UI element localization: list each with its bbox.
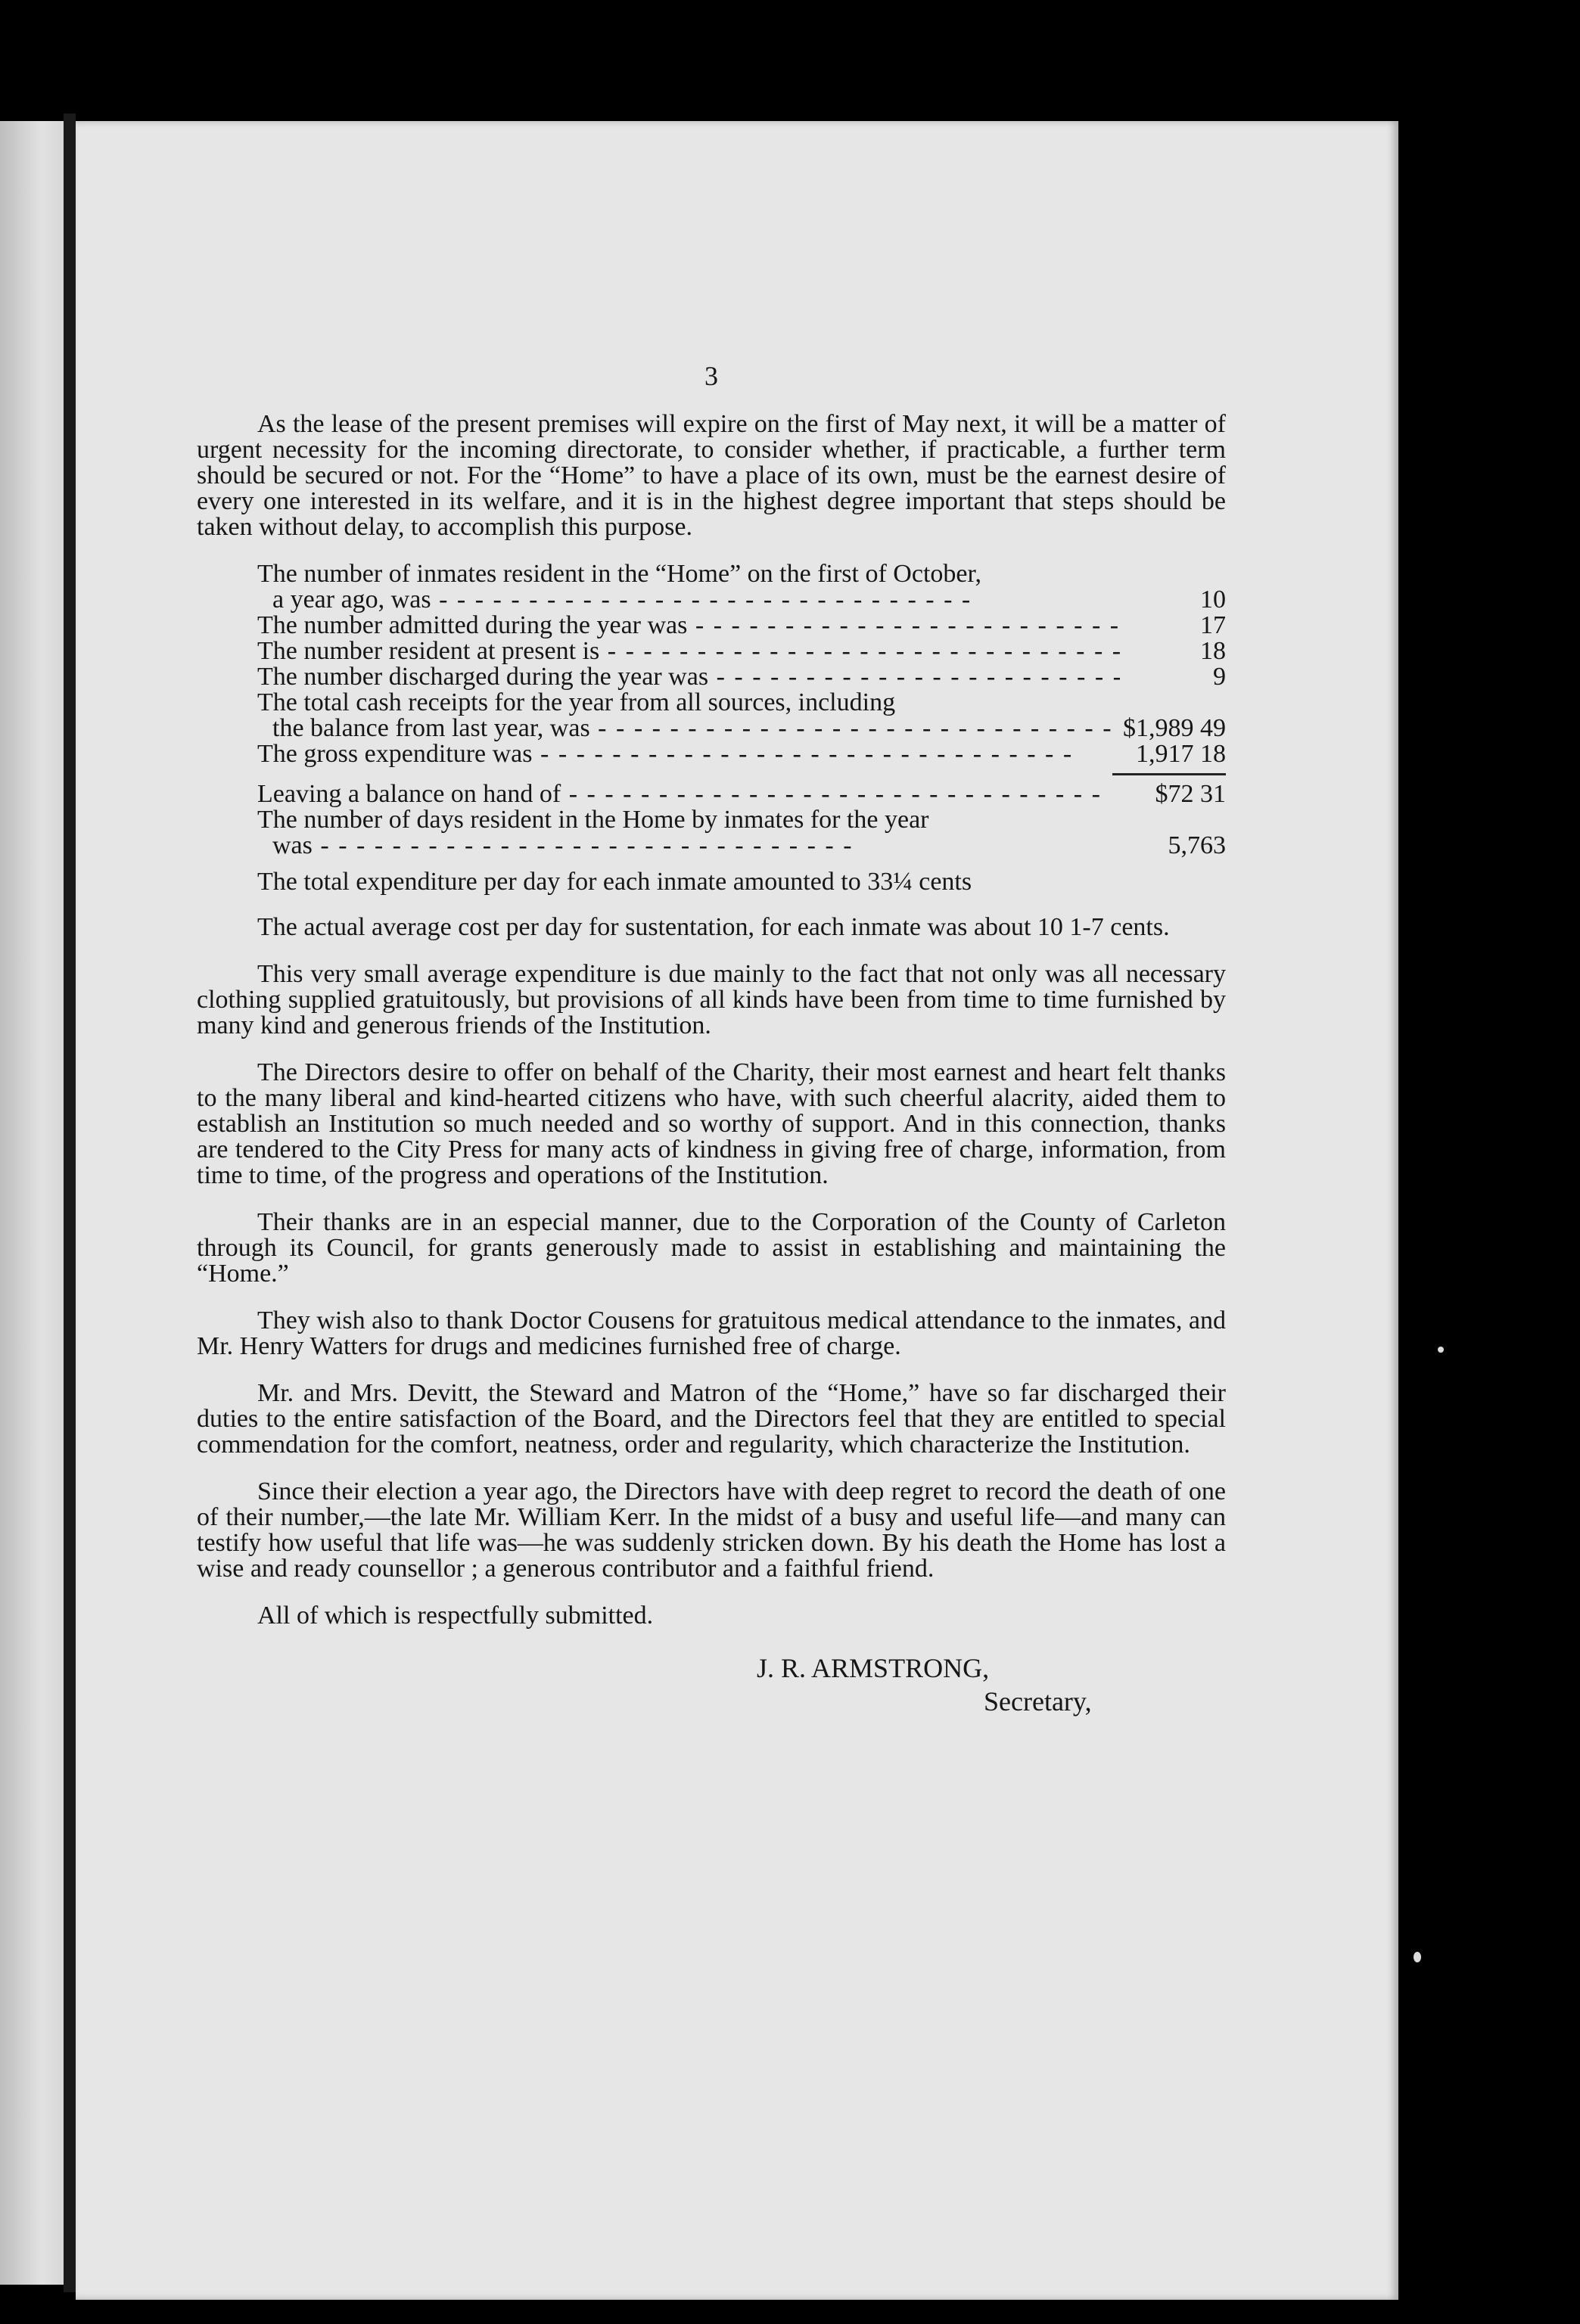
scan-speck xyxy=(1414,1952,1421,1962)
stat-discharged-label: The number discharged during the year was - - xyxy=(257,664,1120,690)
stat-balance-label: Leaving a balance on hand of - - xyxy=(257,781,1120,807)
stat-admitted-label: The number admitted during the year was - - xyxy=(257,613,1120,638)
stat-expenditure-label: The gross expenditure was - - xyxy=(257,741,1120,767)
stat-discharged xyxy=(257,664,1226,690)
stat-inmates-start-label-2: a year ago, was - - xyxy=(272,587,1120,613)
stat-inmates-start xyxy=(257,561,1226,613)
paragraph-thanks-corporation: Their thanks are in an especial manner, due to the Corporation of the County of Carleton through its Council, for grants generously made to assist in establishing and maintaining the “Home.” xyxy=(197,1208,1226,1288)
stat-receipts-value: $1,989 49 xyxy=(1123,714,1226,742)
adjacent-page-edge xyxy=(0,121,70,2285)
stat-admitted-value: 17 xyxy=(1200,611,1226,639)
stat-expenditure xyxy=(257,741,1226,767)
paragraph-average-cost: The actual average cost per day for sustentation, for each inmate was about 10 1-7 cents. xyxy=(257,913,1170,941)
signature-block xyxy=(197,1651,1226,1718)
paragraph-thanks-doctor: They wish also to thank Doctor Cousens for gratuitous medical attendance to the inmates, and Mr. Henry Watters for drugs and medicines furnished free of charge. xyxy=(197,1306,1226,1360)
stat-resident-value: 18 xyxy=(1200,637,1226,665)
stat-days-label-1: The number of days resident in the Home by inmates for the year xyxy=(257,806,929,834)
document-page xyxy=(76,121,1398,2300)
sum-rule xyxy=(1112,773,1226,775)
page-content xyxy=(197,363,1226,1718)
paragraph-steward: Mr. and Mrs. Devitt, the Steward and Matron of the “Home,” have so far discharged their duties to the entire satisfaction of the Board, and the Directors feel that they are entitled to special commendation for the comfort, neatness, order and regularity, which characterize the Institution. xyxy=(197,1379,1226,1459)
stat-inmates-start-label-1: The number of inmates resident in the “Home” on the first of October, xyxy=(257,560,981,588)
stat-resident xyxy=(257,638,1226,664)
stat-discharged-value: 9 xyxy=(1213,663,1226,691)
statistics-block xyxy=(257,561,1226,895)
signature-title: Secretary, xyxy=(984,1686,1092,1717)
signature-name: J. R. ARMSTRONG, xyxy=(757,1653,990,1683)
stat-days xyxy=(257,807,1226,859)
stat-expenditure-value: 1,917 18 xyxy=(1136,740,1226,768)
paragraph-lease: As the lease of the present premises will expire on the first of May next, it will be a matter of urgent necessity for the incoming directorate, to consider whether, if practicable, a further term should be secured or not. For the “Home” to have a place of its own, must be the earnest desire of every one interested in its welfare, and it is in the highest degree important that steps should be taken without delay, to accomplish this purpose. xyxy=(197,410,1226,541)
stat-per-day xyxy=(257,869,1226,895)
stat-inmates-start-value: 10 xyxy=(1200,586,1226,614)
paragraph-memorial: Since their election a year ago, the Directors have with deep regret to record the death of one of their number,—the late Mr. William Kerr. In the midst of a busy and useful life—and many can testify how useful that life was—he was suddenly stricken down. By his death the Home has lost a wise and ready counsellor ; a generous contributor and a faithful friend. xyxy=(197,1477,1226,1583)
stat-receipts-label-1: The total cash receipts for the year from all sources, including xyxy=(257,688,896,716)
paragraph-small-expenditure: This very small average expenditure is due mainly to the fact that not only was all necessary clothing supplied gratuitously, but provisions of all kinds have been from time to time furnished by many kind and generous friends of the Institution. xyxy=(197,960,1226,1039)
book-binding xyxy=(64,113,76,2292)
stat-balance xyxy=(257,781,1226,807)
stat-resident-label: The number resident at present is - - xyxy=(257,638,1120,664)
paragraph-thanks-citizens: The Directors desire to offer on behalf of the Charity, their most earnest and heart felt thanks to the many liberal and kind-hearted citizens who have, with such cheerful alacrity, aided them to establish an Institution so much needed and so worthy of support. And in this connection, thanks are tendered to the City Press for many acts of kindness in giving free of charge, information, from time to time, of the progress and operations of the Institution. xyxy=(197,1058,1226,1189)
stat-receipts xyxy=(257,690,1226,741)
stat-per-day-text: The total expenditure per day for each inmate amounted to 33¼ cents xyxy=(257,868,972,896)
scan-speck xyxy=(1438,1347,1444,1353)
stat-admitted xyxy=(257,613,1226,638)
stat-receipts-label-2: the balance from last year, was - - xyxy=(272,716,1115,741)
stat-days-label-2: was - - xyxy=(272,833,1120,859)
stat-balance-value: $72 31 xyxy=(1155,780,1226,808)
page-number: 3 xyxy=(704,361,718,391)
paragraph-closing: All of which is respectfully submitted. xyxy=(257,1602,654,1630)
stat-days-value: 5,763 xyxy=(1168,831,1226,859)
